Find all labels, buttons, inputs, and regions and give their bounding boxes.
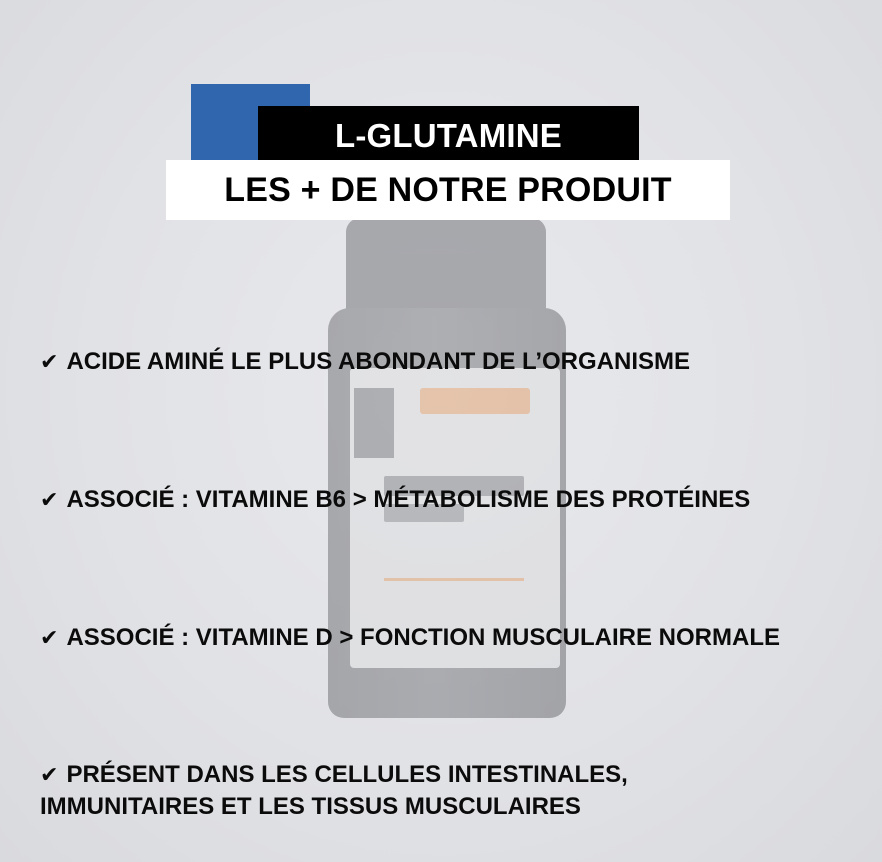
check-icon: ✔: [40, 350, 59, 375]
page-subtitle: LES + DE NOTRE PRODUIT: [166, 160, 730, 220]
benefit-item: [40, 346, 690, 378]
check-icon: ✔: [40, 626, 59, 651]
benefit-item: [40, 484, 750, 516]
check-icon: ✔: [40, 763, 59, 788]
benefit-item: [40, 622, 780, 654]
bottle-zero-badge: [354, 388, 394, 458]
check-icon: ✔: [40, 488, 59, 513]
benefit-text: PRÉSENT DANS LES CELLULES INTESTINALES,: [66, 761, 628, 788]
benefit-item: [40, 759, 628, 822]
benefit-text: ASSOCIÉ : VITAMINE B6 > MÉTABOLISME DES PROTÉINES: [66, 486, 751, 513]
page-title: L-GLUTAMINE: [258, 106, 639, 164]
benefit-text: ACIDE AMINÉ LE PLUS ABONDANT DE L’ORGANISME: [66, 348, 691, 375]
benefit-text: ASSOCIÉ : VITAMINE D > FONCTION MUSCULAIRE NORMALE: [66, 624, 781, 651]
bottle-brand-logo: [420, 388, 530, 414]
bottle-accent-line: [384, 578, 524, 581]
bottle-cap: [346, 218, 546, 314]
benefit-text-line2: IMMUNITAIRES ET LES TISSUS MUSCULAIRES: [40, 793, 581, 820]
